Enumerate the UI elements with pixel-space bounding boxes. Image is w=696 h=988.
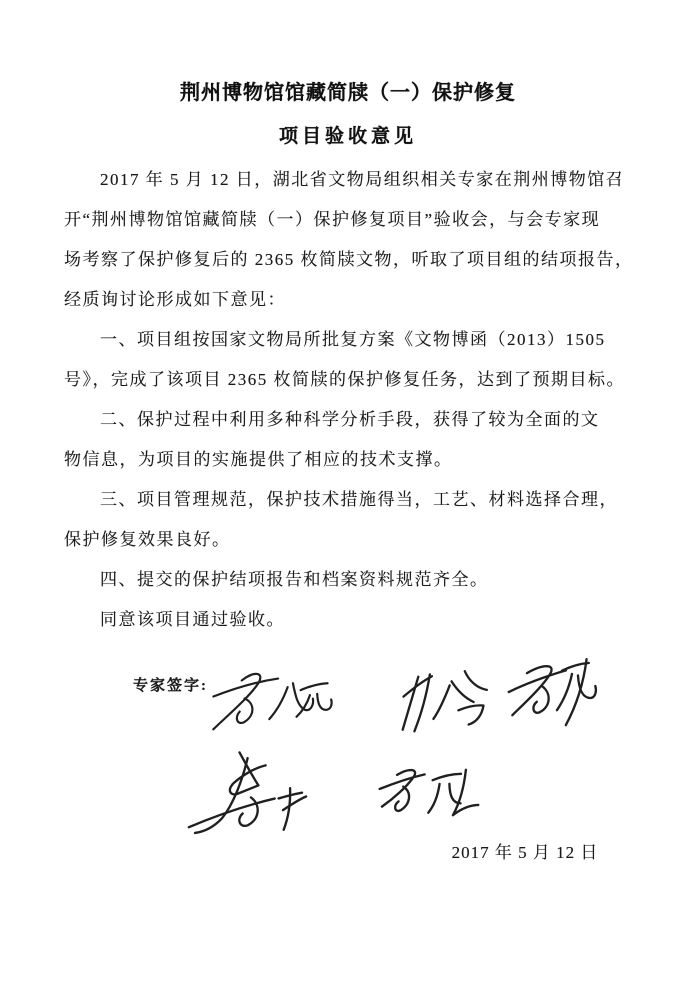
document-body bbox=[64, 160, 650, 640]
body-line: 一、项目组按国家文物局所批复方案《文物博函（2013）1505 bbox=[100, 330, 606, 349]
handwritten-signature-3 bbox=[497, 653, 602, 738]
expert-signature-label: 专家签字: bbox=[133, 678, 208, 694]
handwritten-signature-5 bbox=[367, 759, 486, 833]
body-line: 四、提交的保护结项报告和档案资料规范齐全。 bbox=[100, 570, 489, 589]
handwritten-signature-1 bbox=[201, 661, 337, 750]
title-line-1: 荆州博物馆馆藏简牍（一）保护修复 bbox=[180, 82, 516, 104]
body-line: 保护修复效果良好。 bbox=[64, 530, 231, 549]
body-line: 物信息，为项目的实施提供了相应的技术支撑。 bbox=[64, 450, 453, 469]
body-line: 2017 年 5 月 12 日，湖北省文物局组织相关专家在荆州博物馆召 bbox=[100, 170, 625, 189]
body-line: 三、项目管理规范，保护技术措施得当，工艺、材料选择合理， bbox=[100, 490, 618, 509]
signature-section bbox=[0, 648, 696, 888]
body-line: 开“荆州博物馆馆藏简牍（一）保护修复项目”验收会，与会专家现 bbox=[64, 210, 601, 229]
body-line: 号》，完成了该项目 2365 枚简牍的保护修复任务，达到了预期目标。 bbox=[64, 370, 625, 389]
body-line: 同意该项目通过验收。 bbox=[100, 610, 285, 629]
body-line: 经质询讨论形成如下意见： bbox=[64, 290, 286, 309]
document-date: 2017 年 5 月 12 日 bbox=[451, 843, 599, 862]
document-title bbox=[0, 76, 696, 148]
handwritten-signature-4 bbox=[178, 744, 320, 853]
body-line: 二、保护过程中利用多种科学分析手段，获得了较为全面的文 bbox=[100, 410, 600, 429]
body-line: 场考察了保护修复后的 2365 枚简牍文物，听取了项目组的结项报告， bbox=[64, 250, 634, 269]
title-line-2: 项目验收意见 bbox=[278, 126, 417, 147]
handwritten-signature-2 bbox=[393, 662, 498, 744]
